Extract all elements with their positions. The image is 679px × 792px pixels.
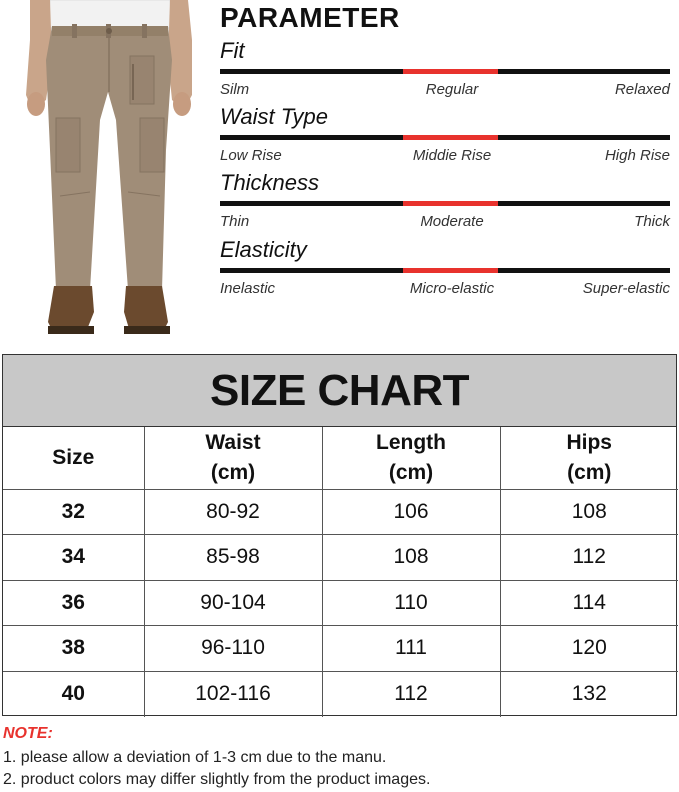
param-name: Fit — [220, 38, 245, 63]
length-cell: 106 — [322, 489, 500, 535]
param-label-mid: Micro-elastic — [409, 280, 495, 297]
note-line-1: 1. please allow a deviation of 1-3 cm due to the manu. — [3, 749, 387, 766]
waist-cell: 96-110 — [144, 626, 322, 672]
parameter-title: PARAMETER — [220, 2, 400, 33]
size-table — [3, 427, 678, 717]
param-labels — [220, 147, 670, 167]
param-scale-bar — [220, 135, 670, 140]
note-title: NOTE: — [3, 725, 53, 742]
param-labels — [220, 213, 670, 233]
hips-cell: 120 — [500, 626, 678, 672]
param-group-elasticity — [220, 237, 670, 299]
param-scale-bar — [220, 201, 670, 206]
param-label-mid: Middie Rise — [412, 147, 492, 164]
param-labels — [220, 81, 670, 101]
table-header-row — [3, 427, 678, 489]
header-size: Size — [3, 427, 144, 489]
param-label-mid: Regular — [425, 81, 479, 98]
param-group-fit — [220, 38, 670, 100]
product-image — [20, 0, 195, 340]
table-row — [3, 535, 678, 581]
size-chart — [2, 354, 677, 716]
length-cell: 112 — [322, 671, 500, 717]
param-name: Elasticity — [220, 237, 307, 262]
param-label-mid: Moderate — [420, 213, 484, 230]
table-row — [3, 489, 678, 535]
size-cell: 40 — [3, 671, 144, 717]
hips-cell: 132 — [500, 671, 678, 717]
waist-cell: 85-98 — [144, 535, 322, 581]
size-cell: 34 — [3, 535, 144, 581]
khaki-cargo-pants-icon — [20, 0, 195, 340]
param-label-high: Super-elastic — [582, 280, 670, 297]
length-cell: 108 — [322, 535, 500, 581]
param-name: Thickness — [220, 170, 320, 195]
param-selected-segment — [403, 69, 498, 74]
param-label-high: High Rise — [604, 147, 670, 164]
param-label-low: Silm — [220, 81, 250, 98]
param-scale-bar — [220, 69, 670, 74]
param-scale-bar — [220, 268, 670, 273]
size-cell: 32 — [3, 489, 144, 535]
param-label-low: Thin — [220, 213, 250, 230]
waist-cell: 80-92 — [144, 489, 322, 535]
waist-cell: 90-104 — [144, 580, 322, 626]
length-cell: 111 — [322, 626, 500, 672]
size-chart-title: SIZE CHART — [3, 355, 676, 427]
param-label-low: Inelastic — [220, 280, 276, 297]
size-cell: 38 — [3, 626, 144, 672]
param-selected-segment — [403, 201, 498, 206]
header-waist: Waist (cm) — [144, 427, 322, 489]
header-hips: Hips (cm) — [500, 427, 678, 489]
waist-cell: 102-116 — [144, 671, 322, 717]
header-length: Length (cm) — [322, 427, 500, 489]
param-selected-segment — [403, 135, 498, 140]
param-label-high: Thick — [634, 213, 670, 230]
param-group-waist-type — [220, 104, 670, 166]
param-selected-segment — [403, 268, 498, 273]
table-row — [3, 580, 678, 626]
param-name: Waist Type — [220, 104, 328, 129]
table-row — [3, 626, 678, 672]
hips-cell: 114 — [500, 580, 678, 626]
size-cell: 36 — [3, 580, 144, 626]
param-group-thickness — [220, 170, 670, 232]
param-labels — [220, 280, 670, 300]
param-label-high: Relaxed — [614, 81, 670, 98]
table-row — [3, 671, 678, 717]
hips-cell: 112 — [500, 535, 678, 581]
length-cell: 110 — [322, 580, 500, 626]
note-line-2: 2. product colors may differ slightly from the product images. — [3, 771, 431, 788]
param-label-low: Low Rise — [220, 147, 282, 164]
hips-cell: 108 — [500, 489, 678, 535]
